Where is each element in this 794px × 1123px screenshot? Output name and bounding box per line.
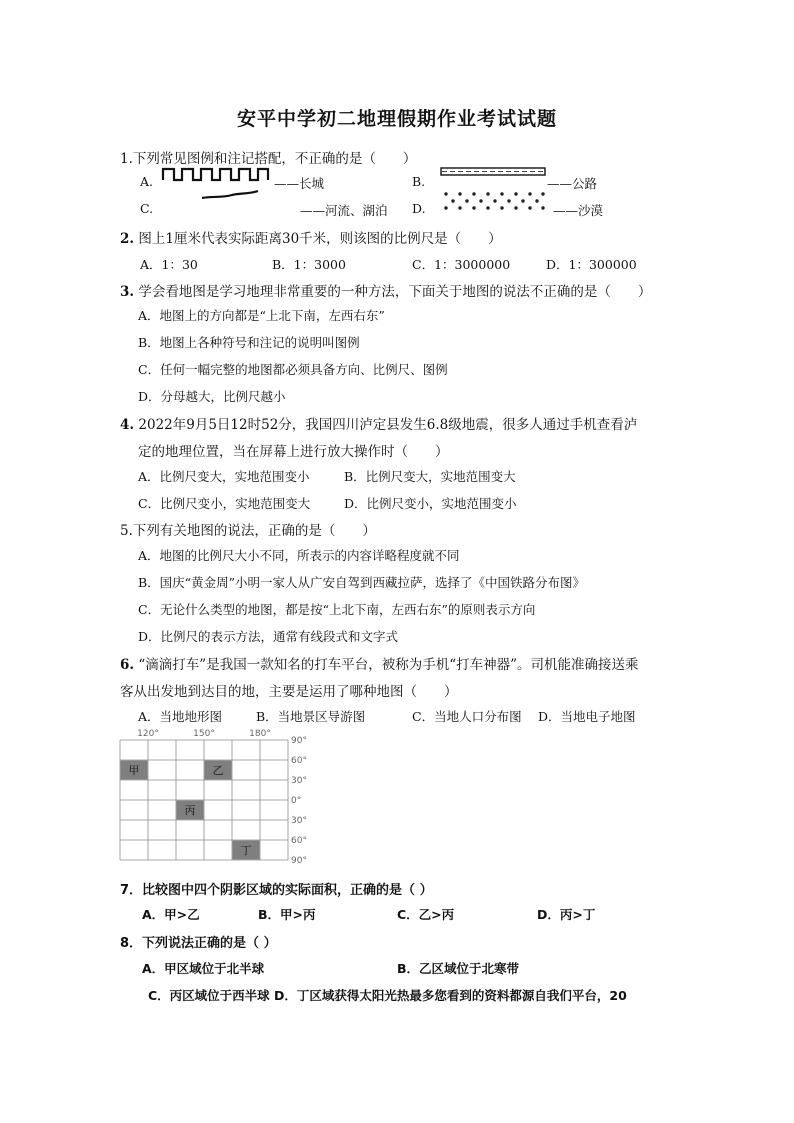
latitude-label: 30°	[291, 776, 307, 786]
q1-option-b-letter: B.	[412, 174, 426, 189]
q7-option-b: B．甲>丙	[258, 907, 316, 922]
q6-number: 6.	[120, 657, 135, 673]
q1-option-c-label: ——河流、湖泊	[300, 203, 388, 218]
q4-option-d: D．比例尺变小，实地范围变小	[344, 496, 517, 511]
q6-text-line1: “滴滴打车”是我国一款知名的打车平台，被称为手机“打车神器”。司机能准确接送乘	[138, 657, 639, 673]
desert-legend-symbol	[440, 188, 548, 214]
q5-option-d: D．比例尺的表示方法，通常有线段式和文字式	[138, 629, 399, 644]
shaded-cell-label: 乙	[212, 764, 224, 777]
q1-option-c-letter: C.	[140, 201, 154, 216]
q5-option-b: B．国庆“黄金周”小明一家人从广安自驾到西藏拉萨，选择了《中国铁路分布图》	[138, 575, 585, 590]
q1-option-a-letter: A.	[140, 174, 154, 189]
q8-option-a: A．甲区域位于北半球	[142, 961, 265, 976]
lat-lon-grid-figure	[110, 724, 320, 866]
q8-option-c-and-d: C．丙区域位于西半球 D．丁区域获得太阳光热最多您看到的资料都源自我们平台，20	[148, 988, 627, 1003]
q2-option-b: B．1：3000	[272, 257, 346, 272]
q2-number: 2.	[120, 231, 135, 247]
q3-option-c: C．任何一幅完整的地图都必须具备方向、比例尺、图例	[138, 362, 448, 377]
q5-option-a: A．地图的比例尺大小不同，所表示的内容详略程度就不同	[138, 548, 460, 563]
q1-option-d-label: ——沙漠	[553, 203, 604, 218]
q2-option-d: D．1：300000	[546, 257, 637, 272]
question-6-stem-line1	[120, 653, 639, 673]
q4-number: 4.	[120, 417, 135, 433]
question-6-stem-line2: 客从出发地到达目的地，主要是运用了哪种地图（ ）	[120, 684, 458, 700]
q4-option-b: B．比例尺变大，实地范围变大	[344, 469, 516, 484]
latitude-label: 30°	[291, 816, 307, 826]
page-title: 安平中学初二地理假期作业考试试题	[236, 108, 557, 130]
q1-option-a-label: ——长城	[274, 176, 325, 191]
latitude-label: 0°	[291, 796, 302, 806]
shaded-cells	[121, 761, 260, 860]
q8-option-b: B．乙区域位于北寒带	[397, 961, 520, 976]
q2-option-a: A．1：30	[140, 257, 198, 272]
question-5-stem: 5.下列有关地图的说法，正确的是（ ）	[120, 523, 376, 539]
latitude-labels	[291, 736, 307, 866]
question-7-stem: 7．比较图中四个阴影区域的实际面积，正确的是（ ）	[120, 883, 433, 898]
latitude-label: 60°	[291, 756, 307, 766]
shaded-cell-label: 丙	[184, 804, 196, 817]
grid-lines	[120, 740, 288, 860]
great-wall-legend-symbol	[160, 164, 272, 202]
q6-option-a: A．当地地形图	[138, 709, 223, 724]
q6-option-b: B．当地景区导游图	[256, 709, 366, 724]
question-4-stem-line1	[120, 413, 637, 433]
longitude-label: 120°	[137, 729, 159, 739]
q7-option-c: C．乙>丙	[397, 907, 455, 922]
shaded-cell-label: 丁	[240, 844, 252, 857]
q2-option-c: C．1：3000000	[412, 257, 511, 272]
q2-text: 图上1厘米代表实际距离30千米，则该图的比例尺是（ ）	[138, 231, 502, 247]
q7-option-a: A．甲>乙	[142, 907, 200, 922]
q4-option-c: C．比例尺变小，实地范围变大	[138, 496, 311, 511]
shaded-cell-label: 甲	[128, 764, 140, 777]
question-2-stem	[120, 227, 502, 247]
longitude-labels	[137, 729, 271, 739]
question-8-stem: 8．下列说法正确的是（ ）	[120, 936, 277, 951]
longitude-label: 180°	[249, 729, 271, 739]
q6-option-c: C．当地人口分布图	[412, 709, 522, 724]
longitude-label: 150°	[193, 729, 215, 739]
q5-option-c: C．无论什么类型的地图，都是按“上北下南，左西右东”的原则表示方向	[138, 602, 536, 617]
highway-legend-symbol	[440, 166, 546, 178]
q3-text: 学会看地图是学习地理非常重要的一种方法，下面关于地图的说法不正确的是（ ）	[138, 284, 652, 300]
q6-option-d: D．当地电子地图	[538, 709, 636, 724]
q7-option-d: D．丙>丁	[537, 907, 596, 922]
question-1-stem: 1.下列常见图例和注记搭配，不正确的是（ ）	[120, 151, 417, 167]
q4-text-line1: 2022年9月5日12时52分，我国四川泸定县发生6.8级地震，很多人通过手机查看泸	[138, 417, 638, 433]
latitude-label: 90°	[291, 736, 307, 746]
latitude-label: 60°	[291, 836, 307, 846]
question-4-stem-line2: 定的地理位置，当在屏幕上进行放大操作时（ ）	[138, 444, 449, 460]
q3-option-a: A．地图上的方向都是“上北下南，左西右东”	[138, 308, 385, 323]
q1-option-d-letter: D.	[412, 201, 426, 216]
q3-option-d: D．分母越大，比例尺越小	[138, 389, 286, 404]
q1-option-b-label: ——公路	[547, 176, 598, 191]
q3-option-b: B．地图上各种符号和注记的说明叫图例	[138, 335, 360, 350]
q3-number: 3.	[120, 284, 135, 300]
latitude-label: 90°	[291, 856, 307, 866]
question-3-stem	[120, 280, 651, 300]
q4-option-a: A．比例尺变大，实地范围变小	[138, 469, 310, 484]
